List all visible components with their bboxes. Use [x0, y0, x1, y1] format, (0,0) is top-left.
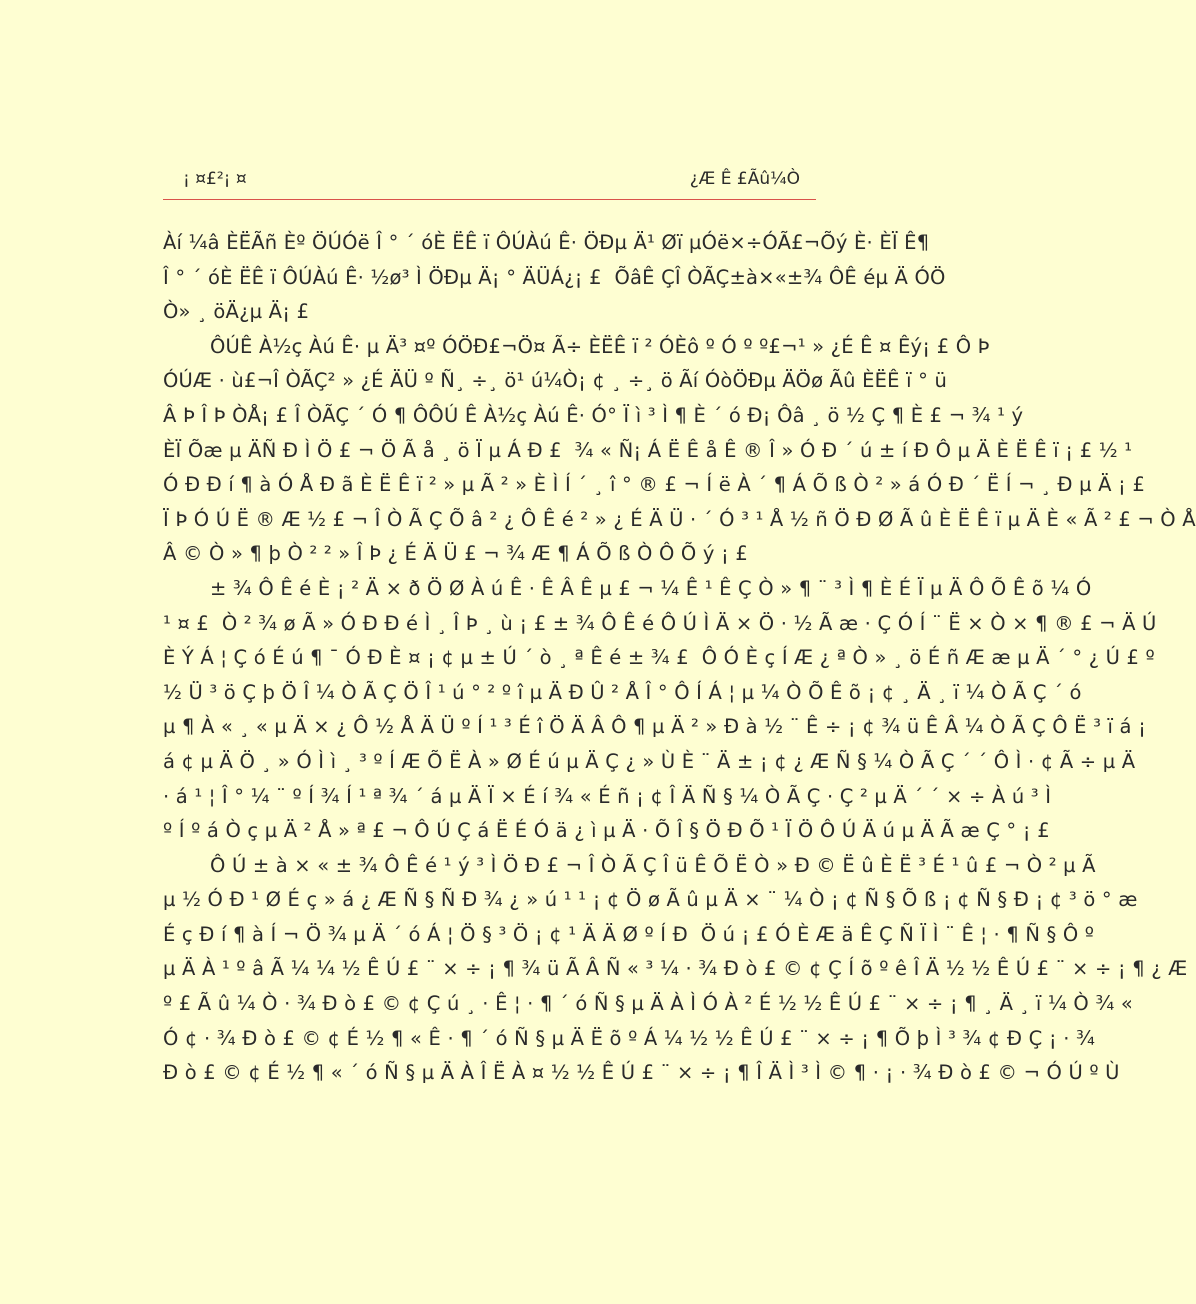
text-line: ¹ ¤ £ Ò ² ¾ ø Ã » Ó Ð Ð é Ì ¸ Î Þ ¸ ù ¡ £ ± ¾ Ô Ê é Ô Ú Ì Ä × Ö · ½ Ã æ · Ç Ó Í ¨ Ë × Ò × ¶ ® £ ¬ Ä Ú: [163, 611, 1157, 635]
running-header: [163, 168, 816, 196]
text-line: µ ½ Ó Ð ¹ Ø É ç » á ¿ Æ Ñ § Ñ Ð ¾ ¿ » ú ¹ ¹ ¡ ¢ Ö ø Ã û µ Ä × ¨ ¼ Ò ¡ ¢ Ñ § Õ ß ¡ ¢ Ñ § Ð ¡ ¢ ³ ö ° æ: [163, 888, 1138, 912]
text-line: º Í º á Ò ç µ Ä ² Å » ª £ ¬ Ô Ú Ç á Ë É Ó ä ¿ ì µ Ä · Õ Î § Ö Ð Õ ¹ Ï Ö Ô Ú Ä ú µ Ä Ã æ Ç ° ¡ £: [163, 819, 1050, 843]
header-right-text: ¿Æ Ê £Ãû¼Ò: [689, 169, 800, 189]
text-line: È Ý Á ¦ Ç ó É ú ¶ ¯ Ó Ð È ¤ ¡ ¢ µ ± Ú ´ ò ¸ ª Ê é ± ¾ £ Ô Ó È ç Í Æ ¿ ª Ò » ¸ ö É ñ Æ æ µ Ä ´ ° ¿ Ú £ º: [163, 646, 1155, 670]
header-left-text: ¡ ¤£²¡ ¤: [183, 169, 247, 189]
text-line: Ò» ¸ öÄ¿µ Ä¡ £: [163, 300, 310, 324]
text-line: Â © Ò » ¶ þ Ò ² ² » Î Þ ¿ É Ä Ü £ ¬ ¾ Æ ¶ Á Õ ß Ò Ô Õ ý ¡ £: [163, 542, 749, 566]
text-line: ÓÚÆ · ù£¬Î ÒÃÇ² » ¿É ÄÜ º Ñ¸ ÷¸ ö¹ ú¼Ò¡ ¢ ¸ ÷¸ ö Ãí ÓòÖÐµ ÄÖø Ãû ÈËÊ ï ° ü: [163, 369, 948, 393]
text-line: Â Þ Î Þ ÒÅ¡ £ Î ÒÃÇ ´ Ó ¶ ÔÔÚ Ê À½ç Àú Ê· Ó° Ï ì ³ Ì ¶ È ´ ó Ð¡ Ôâ ¸ ö ½ Ç ¶ È £ ¬ ¾ ¹ ý: [163, 403, 1024, 427]
text-line: º £ Ã û ¼ Ò · ¾ Ð ò £ © ¢ Ç ú ¸ · Ê ¦ · ¶ ´ ó Ñ § µ Ä À Ì Ó À ² É ½ ½ Ê Ú £ ¨ × ÷ ¡ ¶ ¸ Ä ¸ ï ¼ Ò ¾ «: [163, 992, 1134, 1016]
text-line: Ô Ú ± à × « ± ¾ Ô Ê é ¹ ý ³ Ì Ö Ð £ ¬ Î Ò Ã Ç Î ü Ê Õ Ë Ò » Ð © Ë û È Ë ³ É ¹ û £ ¬ Ò ² µ Ã: [210, 853, 1096, 877]
text-line: Ó ¢ · ¾ Ð ò £ © ¢ É ½ ¶ « Ê · ¶ ´ ó Ñ § µ Ä Ë õ º Á ¼ ½ ½ Ê Ú £ ¨ × ÷ ¡ ¶ Õ þ Ì ³ ¾ ¢ Ð Ç ¡ · ¾: [163, 1026, 1096, 1050]
header-divider: [163, 199, 816, 200]
text-line: µ ¶ À « ¸ « µ Ä × ¿ Ô ½ Å Ä Ü º Í ¹ ³ É î Ö Ä Â Ô ¶ µ Ä ² » Ð à ½ ¨ Ê ÷ ¡ ¢ ¾ ü Ê Â ¼ Ò Ã Ç Ô Ë ³ ï á ¡: [163, 715, 1147, 739]
text-line: ½ Ü ³ ö Ç þ Ö Î ¼ Ò Ã Ç Ö Î ¹ ú ° ² º î µ Ä Ð Û ² Å Î ° Ô Í Á ¦ µ ¼ Ò Õ Ê õ ¡ ¢ ¸ Ä ¸ ï ¼ Ò Ã Ç ´ ó: [163, 680, 1082, 704]
text-line: ± ¾ Ô Ê é È ¡ ² Ä × ð Ö Ø À ú Ê · Ê Â Ê µ £ ¬ ¼ Ê ¹ Ê Ç Ò » ¶ ¨ ³ Ì ¶ È É Ï µ Ä Ô Õ Ê õ ¼ Ó: [210, 576, 1092, 600]
text-line: Ð ò £ © ¢ É ½ ¶ « ´ ó Ñ § µ Ä À Î Ë À ¤ ½ ½ Ê Ú £ ¨ × ÷ ¡ ¶ Î Ä Ì ³ Ì © ¶ · ¡ · ¾ Ð ò £ © ¬ Ó Ú º Ù: [163, 1061, 1120, 1085]
text-line: Ï Þ Ó Ú Ë ® Æ ½ £ ¬ Î Ò Ã Ç Õ â ² ¿ Ô Ê é ² » ¿ É Ä Ü · ´ Ó ³ ¹ Å ½ ñ Ö Ð Ø Ã û È Ë Ê ï µ Ä È « Ã ² £ ¬ Ò Å: [163, 507, 1196, 531]
text-line: á ¢ µ Ä Ö ¸ » Ó Ì ì ¸ ³ º Í Æ Õ Ë À » Ø É ú µ Ä Ç ¿ » Ù È ¨ Ä ± ¡ ¢ ¿ Æ Ñ § ¼ Ò Ã Ç ´ ´ Ô Ì · ¢ Ã ÷ µ Ä: [163, 749, 1136, 773]
text-line: · á ¹ ¦ Î ° ¼ ¨ º Í ¾ Í ¹ ª ¾ ´ á µ Ä Ï × É í ¾ « É ñ ¡ ¢ Î Ä Ñ § ¼ Ò Ã Ç · Ç ² µ Ä ´ ´ × ÷ À ú ³ Ì: [163, 784, 1052, 808]
text-line: ÔÚÊ À½ç Àú Ê· µ Ä³ ¤º ÓÖÐ£¬Ö¤ Ã÷ ÈËÊ ï ² ÓÈô º Ó º º£¬¹ » ¿É Ê ¤ Êý¡ £ Ô Þ: [210, 334, 990, 358]
text-line: Î ° ´ óÈ ËÊ ï ÔÚÀú Ê· ½ø³ Ì ÖÐµ Ä¡ ° ÄÜÁ¿¡ £ ÕâÊ ÇÎ ÒÃÇ±à×«±¾ ÔÊ éµ Ä ÓÖ: [163, 265, 946, 289]
text-line: µ Ä À ¹ º â Ã ¼ ¼ ½ Ê Ú £ ¨ × ÷ ¡ ¶ ¾ ü Ã Â Ñ « ³ ¼ · ¾ Ð ò £ © ¢ Ç Í õ º ê Î Ä ½ ½ Ê Ú £ ¨ × ÷ ¡ ¶ ¿ Æ: [163, 957, 1188, 981]
text-line: Ó Ð Ð í ¶ à Ó Å Ð ã È Ë Ê ï ² » µ Ã ² » È Ì Í ´ ¸ î ° ® £ ¬ Í ë À ´ ¶ Á Õ ß Ò ² » á Ó Ð ´ Ë Í ¬ ¸ Ð µ Ä ¡ £: [163, 473, 1146, 497]
text-line: Àí ¼â ÈËÃñ Èº ÖÚÓë Î ° ´ óÈ ËÊ ï ÔÚÀú Ê· ÖÐµ Ä¹ Øï µÓë×÷ÓÃ£¬Õý È· ÈÏ Ê¶: [163, 231, 930, 254]
body-text: [163, 226, 1196, 1091]
text-line: ÈÏ Õæ µ ÄÑ Ð Ì Ö £ ¬ Ö Ã å ¸ ö Ï µ Á Ð £ ¾ « Ñ¡ Á Ë Ê å Ê ® Î » Ó Ð ´ ú ± í Ð Ô µ Ä È Ë Ê ï ¡ £ ½ ¹: [163, 438, 1133, 462]
text-line: É ç Ð í ¶ à Í ¬ Ö ¾ µ Ä ´ ó Á ¦ Ö § ³ Ö ¡ ¢ ¹ Ä Ä Ø º Í Ð Ö ú ¡ £ Ó È Æ ä Ê Ç Ñ Ï Ì ¨ Ê ¦ · ¶ Ñ § Ô º: [163, 922, 1095, 946]
